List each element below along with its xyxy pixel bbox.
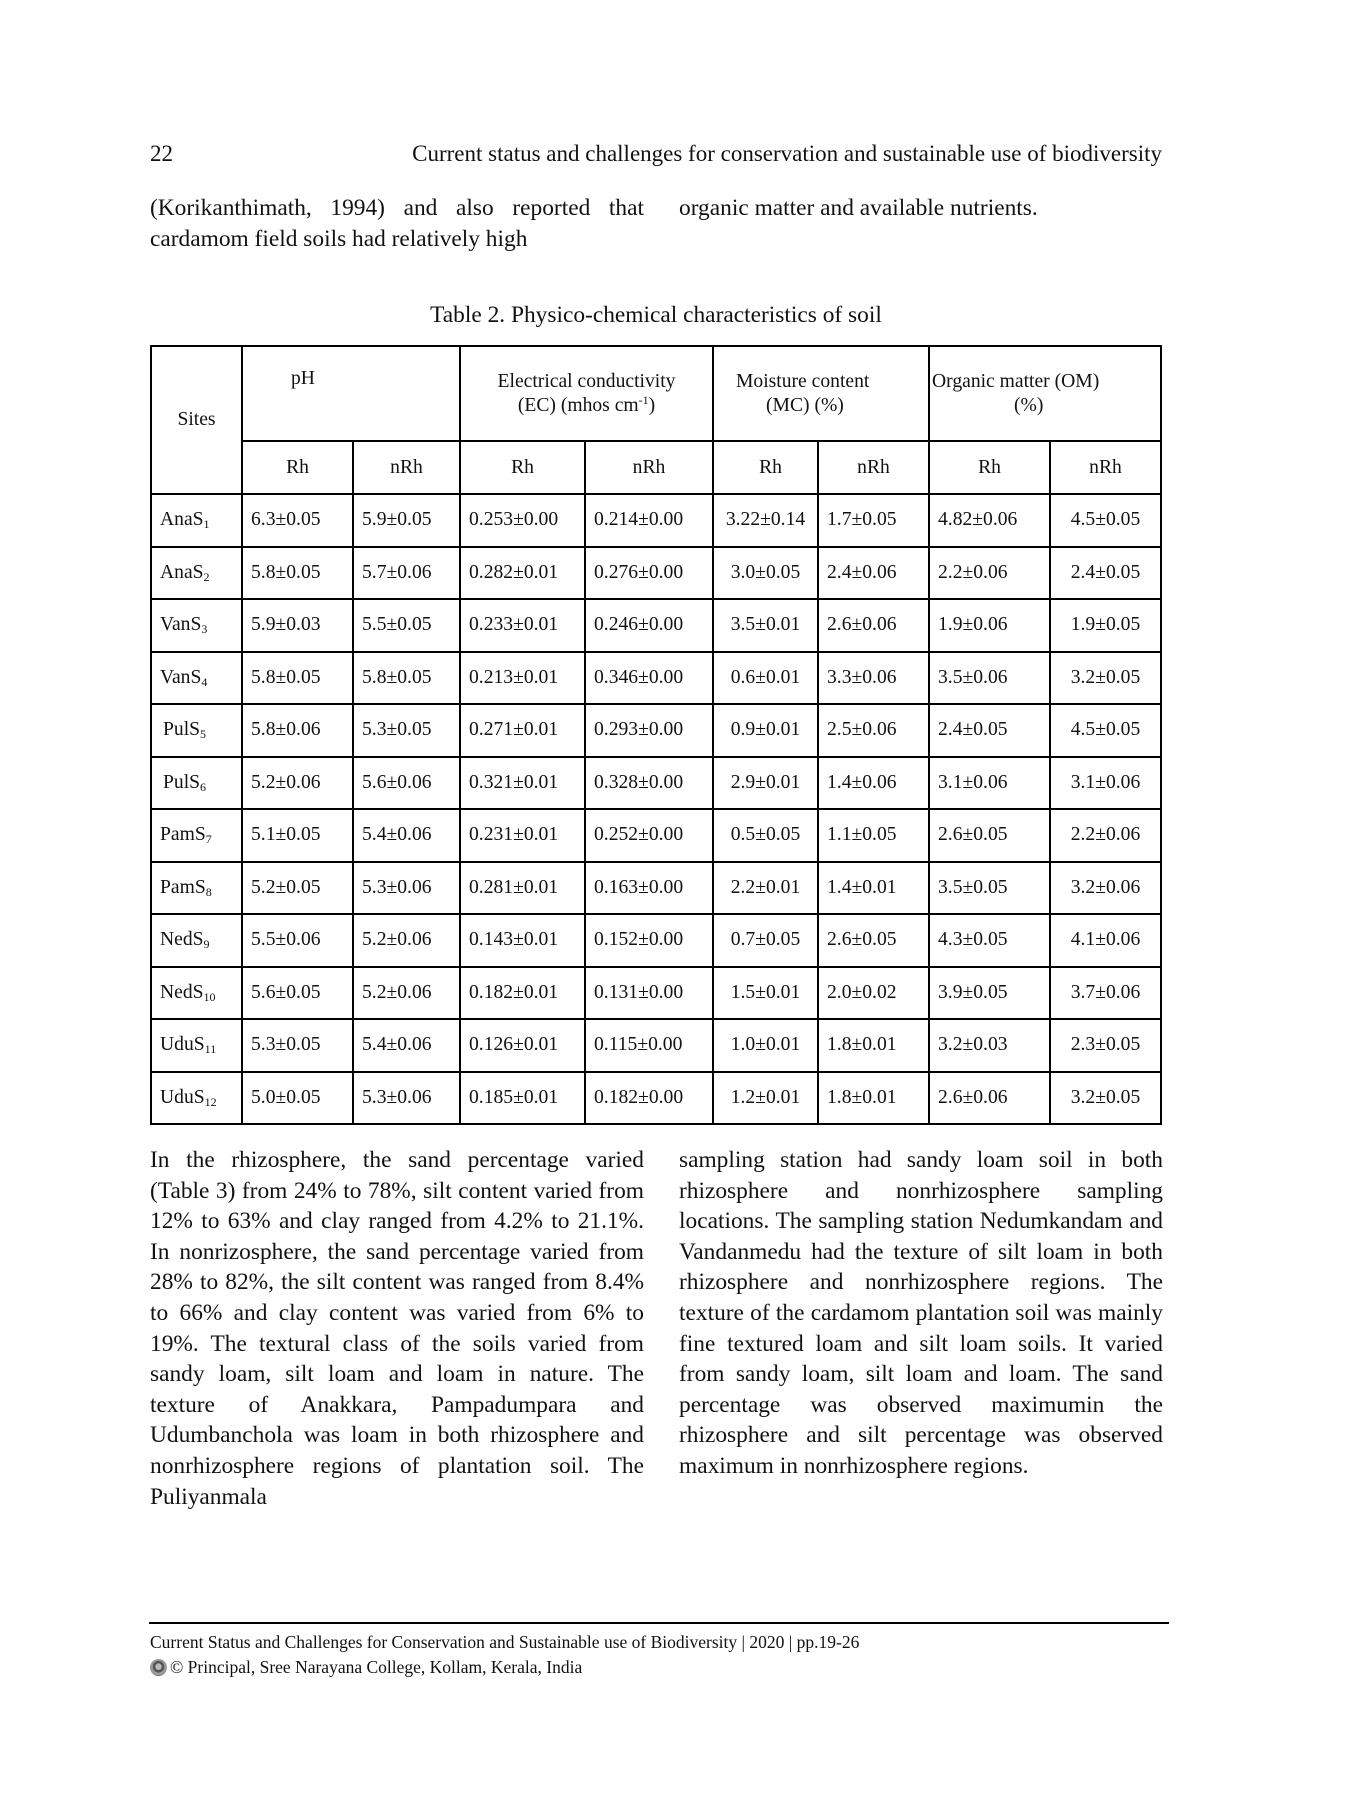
cell-ph-nrh: 5.3±0.05 [353, 704, 460, 757]
site-name: UduS [160, 1034, 205, 1056]
body-left-column [150, 1145, 644, 1512]
footer-copyright: © Principal, Sree Narayana College, Kollam, Kerala, India [170, 1657, 583, 1677]
site-index: 9 [203, 937, 210, 952]
cell-ec-nrh: 0.293±0.00 [585, 704, 713, 757]
header-ec-line1: Electrical conductivity [497, 370, 676, 392]
college-emblem-icon [150, 1659, 167, 1676]
cell-om-nrh: 3.2±0.06 [1050, 862, 1161, 915]
cell-mc-nrh: 2.5±0.06 [818, 704, 929, 757]
cell-ph-rh: 5.8±0.06 [242, 704, 353, 757]
header-mc-line1: Moisture content [736, 370, 870, 392]
table-row [151, 809, 1161, 862]
header-ec-nrh: nRh [585, 441, 713, 494]
header-ec-rh: Rh [460, 441, 585, 494]
header-ec-exponent: -1 [638, 392, 649, 407]
cell-om-nrh: 3.2±0.05 [1050, 652, 1161, 705]
cell-ec-nrh: 0.346±0.00 [585, 652, 713, 705]
cell-ph-rh: 5.5±0.06 [242, 914, 353, 967]
cell-mc-rh: 3.5±0.01 [713, 599, 818, 652]
site-name: NedS [160, 981, 204, 1003]
table-caption: Table 2. Physico-chemical characteristics of soil [430, 302, 882, 328]
table-row [151, 1072, 1161, 1125]
cell-om-rh: 3.9±0.05 [929, 967, 1050, 1020]
site-name: VanS [160, 666, 202, 688]
footer-copyright-line [150, 1655, 859, 1680]
cell-ec-nrh: 0.163±0.00 [585, 862, 713, 915]
cell-ph-nrh: 5.2±0.06 [353, 967, 460, 1020]
site-index: 8 [205, 884, 212, 899]
footer-divider [149, 1622, 1169, 1624]
site-name: NedS [160, 929, 204, 951]
cell-ec-nrh: 0.115±0.00 [585, 1019, 713, 1072]
cell-mc-nrh: 2.6±0.05 [818, 914, 929, 967]
header-mc [713, 346, 929, 441]
site-name: UduS [160, 1086, 205, 1108]
cell-om-rh: 3.5±0.06 [929, 652, 1050, 705]
cell-ec-nrh: 0.131±0.00 [585, 967, 713, 1020]
site-cell [151, 494, 242, 547]
cell-om-rh: 4.82±0.06 [929, 494, 1050, 547]
body-right-column [679, 1145, 1163, 1482]
cell-ec-nrh: 0.182±0.00 [585, 1072, 713, 1125]
intro-right-text: organic matter and available nutrients. [679, 195, 1038, 221]
page-number: 22 [150, 141, 173, 166]
cell-ph-nrh: 5.7±0.06 [353, 547, 460, 600]
header-ec [460, 346, 713, 441]
cell-ec-nrh: 0.152±0.00 [585, 914, 713, 967]
cell-ec-nrh: 0.328±0.00 [585, 757, 713, 810]
cell-ph-rh: 6.3±0.05 [242, 494, 353, 547]
soil-characteristics-table [150, 345, 1162, 1125]
cell-om-rh: 4.3±0.05 [929, 914, 1050, 967]
site-name: VanS [160, 614, 202, 636]
site-cell [151, 757, 242, 810]
cell-ec-rh: 0.185±0.01 [460, 1072, 585, 1125]
cell-mc-rh: 1.0±0.01 [713, 1019, 818, 1072]
table-row [151, 967, 1161, 1020]
cell-ec-rh: 0.281±0.01 [460, 862, 585, 915]
cell-ec-rh: 0.253±0.00 [460, 494, 585, 547]
site-name: PulS [163, 771, 201, 793]
cell-ph-rh: 5.9±0.03 [242, 599, 353, 652]
site-name: AnaS [160, 561, 204, 583]
cell-om-rh: 1.9±0.06 [929, 599, 1050, 652]
cell-om-nrh: 3.1±0.06 [1050, 757, 1161, 810]
cell-mc-rh: 2.2±0.01 [713, 862, 818, 915]
site-index: 12 [204, 1094, 217, 1109]
cell-mc-rh: 2.9±0.01 [713, 757, 818, 810]
cell-ec-rh: 0.231±0.01 [460, 809, 585, 862]
site-index: 1 [203, 517, 210, 532]
site-index: 2 [203, 569, 210, 584]
cell-mc-nrh: 1.4±0.06 [818, 757, 929, 810]
cell-mc-nrh: 1.4±0.01 [818, 862, 929, 915]
site-cell [151, 1072, 242, 1125]
site-cell [151, 599, 242, 652]
cell-om-rh: 2.2±0.06 [929, 547, 1050, 600]
site-index: 4 [201, 674, 208, 689]
header-ec-unit: (EC) (mhos cm [517, 394, 639, 416]
intro-left-column [150, 193, 644, 254]
cell-om-rh: 2.4±0.05 [929, 704, 1050, 757]
cell-om-nrh: 4.1±0.06 [1050, 914, 1161, 967]
site-cell [151, 547, 242, 600]
cell-mc-rh: 1.5±0.01 [713, 967, 818, 1020]
table-row [151, 599, 1161, 652]
intro-right-column [679, 193, 1163, 224]
cell-om-nrh: 3.7±0.06 [1050, 967, 1161, 1020]
cell-mc-rh: 3.0±0.05 [713, 547, 818, 600]
cell-mc-nrh: 2.4±0.06 [818, 547, 929, 600]
cell-ph-rh: 5.2±0.05 [242, 862, 353, 915]
site-cell [151, 809, 242, 862]
site-index: 10 [203, 989, 216, 1004]
cell-ec-rh: 0.182±0.01 [460, 967, 585, 1020]
intro-left-text: (Korikanthimath, 1994) and also reported that cardamom field soils had relatively high [150, 195, 644, 252]
table-body [151, 494, 1161, 1124]
cell-ph-nrh: 5.5±0.05 [353, 599, 460, 652]
cell-ec-rh: 0.282±0.01 [460, 547, 585, 600]
cell-om-nrh: 2.2±0.06 [1050, 809, 1161, 862]
cell-ph-nrh: 5.3±0.06 [353, 862, 460, 915]
cell-mc-nrh: 1.8±0.01 [818, 1072, 929, 1125]
cell-om-rh: 3.2±0.03 [929, 1019, 1050, 1072]
site-name: AnaS [160, 509, 204, 531]
cell-ph-rh: 5.2±0.06 [242, 757, 353, 810]
cell-mc-nrh: 1.7±0.05 [818, 494, 929, 547]
cell-ec-nrh: 0.246±0.00 [585, 599, 713, 652]
cell-ph-rh: 5.8±0.05 [242, 547, 353, 600]
header-mc-rh: Rh [713, 441, 818, 494]
cell-mc-nrh: 1.1±0.05 [818, 809, 929, 862]
cell-mc-nrh: 1.8±0.01 [818, 1019, 929, 1072]
site-cell [151, 914, 242, 967]
site-index: 5 [200, 727, 207, 742]
cell-mc-rh: 0.7±0.05 [713, 914, 818, 967]
table-row [151, 914, 1161, 967]
header-om [929, 346, 1161, 441]
cell-ph-nrh: 5.3±0.06 [353, 1072, 460, 1125]
site-cell [151, 967, 242, 1020]
header-om-rh: Rh [929, 441, 1050, 494]
footer-citation: Current Status and Challenges for Conservation and Sustainable use of Biodiversity | 2020 | pp.19-26 [150, 1632, 860, 1652]
footer [150, 1630, 859, 1680]
cell-om-nrh: 4.5±0.05 [1050, 494, 1161, 547]
cell-ec-rh: 0.271±0.01 [460, 704, 585, 757]
cell-om-nrh: 2.3±0.05 [1050, 1019, 1161, 1072]
header-ph-rh: Rh [242, 441, 353, 494]
header-ph: pH [242, 346, 460, 441]
header-ec-close: ) [648, 394, 656, 416]
cell-om-nrh: 4.5±0.05 [1050, 704, 1161, 757]
running-title: Current status and challenges for conservation and sustainable use of biodiversity [412, 141, 1162, 166]
site-index: 6 [200, 779, 207, 794]
site-cell [151, 704, 242, 757]
cell-om-rh: 2.6±0.06 [929, 1072, 1050, 1125]
site-name: PulS [163, 719, 201, 741]
site-cell [151, 862, 242, 915]
cell-om-rh: 2.6±0.05 [929, 809, 1050, 862]
site-cell [151, 652, 242, 705]
cell-om-nrh: 1.9±0.05 [1050, 599, 1161, 652]
site-index: 11 [204, 1042, 217, 1057]
table-row [151, 757, 1161, 810]
header-om-nrh: nRh [1050, 441, 1161, 494]
table-row [151, 494, 1161, 547]
cell-ec-rh: 0.143±0.01 [460, 914, 585, 967]
cell-mc-nrh: 2.6±0.06 [818, 599, 929, 652]
cell-ph-nrh: 5.4±0.06 [353, 1019, 460, 1072]
table-row [151, 1019, 1161, 1072]
cell-mc-rh: 3.22±0.14 [713, 494, 818, 547]
cell-ph-rh: 5.1±0.05 [242, 809, 353, 862]
cell-om-nrh: 2.4±0.05 [1050, 547, 1161, 600]
cell-ec-rh: 0.213±0.01 [460, 652, 585, 705]
header-mc-line2: (MC) (%) [766, 394, 844, 416]
header-sites: Sites [151, 346, 242, 494]
cell-om-nrh: 3.2±0.05 [1050, 1072, 1161, 1125]
body-left-text: In the rhizosphere, the sand percentage varied (Table 3) from 24% to 78%, silt content varied from 12% to 63% and clay ranged from 4.2% to 21.1%. In nonrizosphere, the sand percentage varied from 28% to 82%, the silt content was ranged from 8.4% to 66% and clay content was varied from 6% to 19%. The textural class of the soils varied from sandy loam, silt loam and loam in nature. The texture of Anakkara, Pampadumpara and Udumbanchola was loam in both rhizosphere and nonrhizosphere regions of plantation soil. The Puliyanmala [150, 1147, 644, 1510]
cell-mc-rh: 1.2±0.01 [713, 1072, 818, 1125]
site-index: 7 [205, 832, 212, 847]
header-ph-nrh: nRh [353, 441, 460, 494]
site-index: 3 [201, 622, 208, 637]
cell-ph-rh: 5.3±0.05 [242, 1019, 353, 1072]
cell-om-rh: 3.1±0.06 [929, 757, 1050, 810]
body-right-text: sampling station had sandy loam soil in both rhizosphere and nonrhizosphere sampling locations. The sampling station Nedumkandam and Vandanmedu had the texture of silt loam in both rhizosphere and nonrhizosphere regions. The texture of the cardamom plantation soil was mainly fine textured loam and silt loam soils. It varied from sandy loam, silt loam and loam. The sand percentage was observed maximumin the rhizosphere and silt percentage was observed maximum in nonrhizosphere regions. [679, 1147, 1163, 1479]
cell-mc-rh: 0.6±0.01 [713, 652, 818, 705]
cell-ec-rh: 0.233±0.01 [460, 599, 585, 652]
cell-mc-nrh: 2.0±0.02 [818, 967, 929, 1020]
header-om-line2: (%) [1014, 394, 1044, 416]
cell-ph-nrh: 5.8±0.05 [353, 652, 460, 705]
cell-ph-rh: 5.8±0.05 [242, 652, 353, 705]
cell-ec-rh: 0.126±0.01 [460, 1019, 585, 1072]
cell-ec-nrh: 0.276±0.00 [585, 547, 713, 600]
site-name: PamS [160, 824, 206, 846]
cell-om-rh: 3.5±0.05 [929, 862, 1050, 915]
cell-ph-nrh: 5.2±0.06 [353, 914, 460, 967]
cell-ph-rh: 5.6±0.05 [242, 967, 353, 1020]
cell-ec-rh: 0.321±0.01 [460, 757, 585, 810]
cell-ph-nrh: 5.4±0.06 [353, 809, 460, 862]
table-row [151, 652, 1161, 705]
cell-mc-nrh: 3.3±0.06 [818, 652, 929, 705]
table-row [151, 704, 1161, 757]
cell-ph-nrh: 5.6±0.06 [353, 757, 460, 810]
site-name: PamS [160, 876, 206, 898]
cell-mc-rh: 0.9±0.01 [713, 704, 818, 757]
table-row [151, 547, 1161, 600]
header-ec-line2 [461, 394, 712, 418]
cell-ph-rh: 5.0±0.05 [242, 1072, 353, 1125]
cell-mc-rh: 0.5±0.05 [713, 809, 818, 862]
cell-ec-nrh: 0.214±0.00 [585, 494, 713, 547]
cell-ph-nrh: 5.9±0.05 [353, 494, 460, 547]
header-mc-nrh: nRh [818, 441, 929, 494]
table-row [151, 862, 1161, 915]
cell-ec-nrh: 0.252±0.00 [585, 809, 713, 862]
site-cell [151, 1019, 242, 1072]
header-om-line1: Organic matter (OM) [932, 370, 1100, 392]
